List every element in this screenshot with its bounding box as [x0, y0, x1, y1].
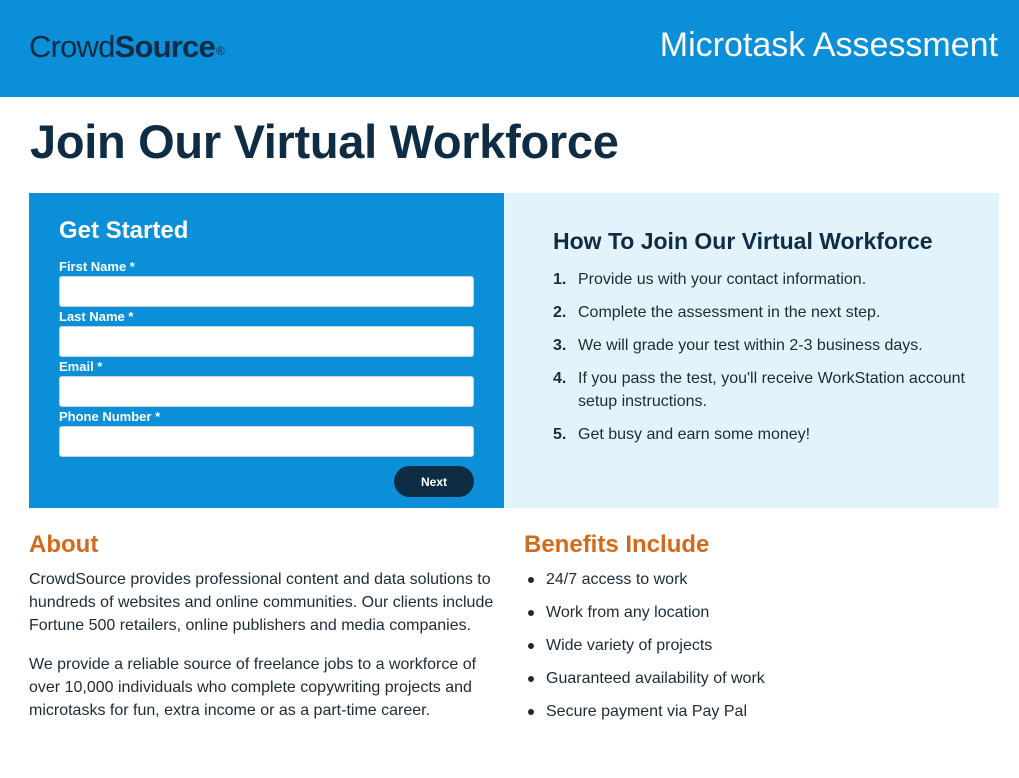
step-number: 1. — [553, 271, 567, 288]
benefit-text: Work from any location — [546, 604, 710, 621]
step-number: 4. — [553, 370, 567, 387]
step-number: 3. — [553, 337, 567, 354]
step-number: 5. — [553, 426, 567, 443]
logo-text-source: Source — [114, 29, 215, 64]
email-input[interactable] — [59, 376, 474, 407]
step-text: We will grade your test within 2-3 business days. — [578, 337, 923, 354]
bullet-icon — [528, 676, 534, 682]
registered-mark: ® — [215, 44, 225, 58]
benefits-heading: Benefits Include — [524, 531, 710, 558]
benefit-item — [524, 700, 765, 723]
benefit-item — [524, 568, 765, 591]
benefits-list — [524, 568, 765, 733]
step-item — [553, 268, 973, 291]
email-label: Email * — [59, 359, 103, 374]
bullet-icon — [528, 610, 534, 616]
benefit-text: Wide variety of projects — [546, 637, 713, 654]
step-text: Complete the assessment in the next step. — [578, 304, 881, 321]
last-name-label: Last Name * — [59, 309, 134, 324]
phone-number-label: Phone Number * — [59, 409, 161, 424]
about-paragraph: CrowdSource provides professional content and data solutions to hundreds of websites and online communities. Our clients include Fortune 500 retailers, online publishers and media companies. — [29, 571, 494, 634]
form-heading: Get Started — [59, 217, 189, 244]
signup-form-panel — [29, 193, 504, 508]
crowdsource-logo[interactable] — [29, 28, 225, 66]
benefit-text: 24/7 access to work — [546, 571, 688, 588]
step-item — [553, 334, 973, 357]
bullet-icon — [528, 709, 534, 715]
first-name-label: First Name * — [59, 259, 135, 274]
first-name-input[interactable] — [59, 276, 474, 307]
step-item — [553, 301, 973, 324]
benefit-text: Secure payment via Pay Pal — [546, 703, 747, 720]
header-title: Microtask Assessment — [659, 26, 998, 64]
how-to-join-steps — [553, 268, 973, 456]
benefit-item — [524, 667, 765, 690]
last-name-input[interactable] — [59, 326, 474, 357]
step-text: Get busy and earn some money! — [578, 426, 811, 443]
benefit-item — [524, 634, 765, 657]
step-item — [553, 423, 973, 446]
phone-number-input[interactable] — [59, 426, 474, 457]
how-to-join-heading: How To Join Our Virtual Workforce — [553, 228, 933, 254]
benefit-text: Guaranteed availability of work — [546, 670, 765, 687]
how-to-join-panel — [504, 193, 999, 508]
bullet-icon — [528, 577, 534, 583]
step-text: Provide us with your contact information. — [578, 271, 867, 288]
about-heading: About — [29, 531, 99, 558]
page-title: Join Our Virtual Workforce — [30, 115, 619, 168]
bullet-icon — [528, 643, 534, 649]
step-text: If you pass the test, you'll receive WorkStation account setup instructions. — [578, 370, 965, 410]
step-item — [553, 367, 973, 413]
next-button[interactable]: Next — [394, 466, 474, 497]
logo-text-crowd: Crowd — [29, 29, 115, 64]
step-number: 2. — [553, 304, 567, 321]
top-header — [0, 0, 1019, 97]
about-paragraph: We provide a reliable source of freelance jobs to a workforce of over 10,000 individuals who complete copywriting projects and microtasks for fun, extra income or as a part-time career. — [29, 656, 477, 719]
benefit-item — [524, 601, 765, 624]
